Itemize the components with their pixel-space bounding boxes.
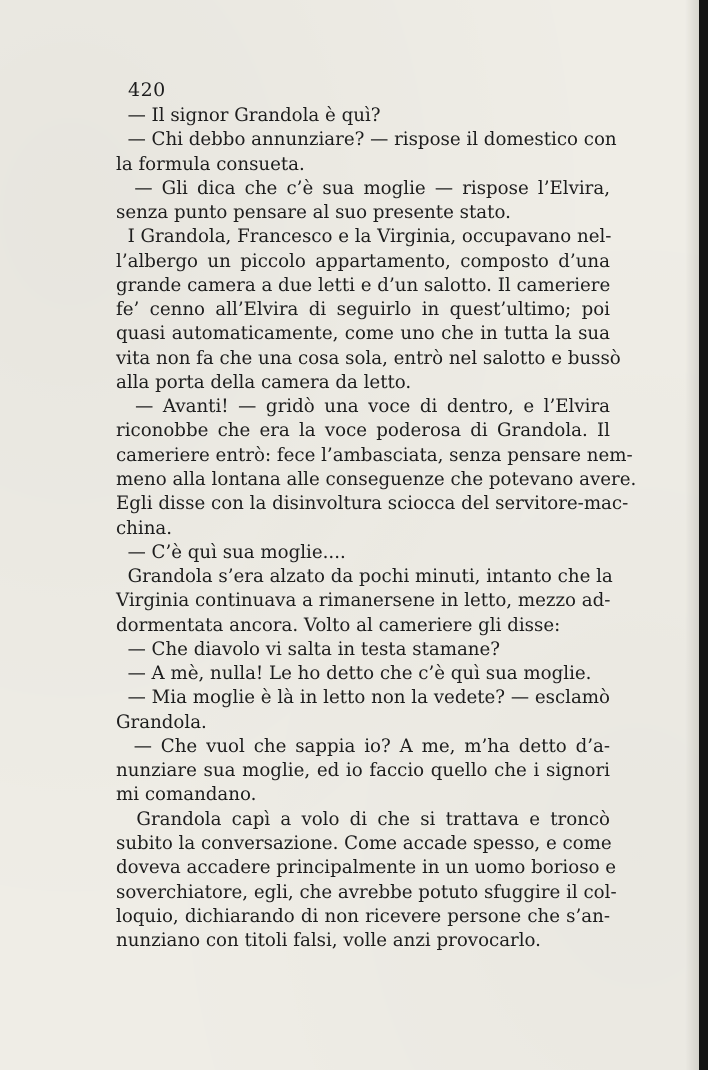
text-line: Grandola. [116, 711, 207, 733]
text-line: china. [116, 517, 173, 539]
body-text [116, 104, 637, 953]
text-line: mi comandano. [116, 784, 257, 806]
text-line: doveva accadere principalmente in un uomo borioso e [116, 857, 617, 879]
text-line: — A mè, nulla! Le ho detto che c’è quì sua moglie. [116, 663, 592, 685]
text-line: senza punto pensare al suo presente stato. [116, 202, 511, 224]
spine-shadow [685, 0, 699, 1070]
text-line: nunziano con titoli falsi, volle anzi provocarlo. [116, 930, 541, 952]
text-line: la formula consueta. [116, 153, 305, 175]
text-line: — Gli dica che c’è sua moglie — rispose l’Elvira, [116, 177, 610, 199]
page-number: 420 [128, 79, 166, 101]
text-line: Grandola capì a volo di che si trattava e troncò [116, 808, 610, 830]
text-line: — Che vuol che sappia io? A me, m’ha detto d’a- [116, 735, 610, 757]
text-line: nunziare sua moglie, ed io faccio quello che i signori [116, 760, 610, 782]
text-line: I Grandola, Francesco e la Virginia, occupavano nel- [116, 226, 612, 248]
text-line: — Mia moglie è là in letto non la vedete? — esclamò [116, 687, 610, 709]
text-line: dormentata ancora. Volto al cameriere gli disse: [116, 614, 561, 636]
text-line: l’albergo un piccolo appartamento, composto d’una [116, 250, 610, 272]
text-line: loquio, dichiarando di non ricevere persone che s’an- [116, 905, 610, 927]
text-line: cameriere entrò: fece l’ambasciata, senza pensare nem- [116, 444, 633, 466]
book-spine-edge [699, 0, 708, 1070]
text-line: soverchiatore, egli, che avrebbe potuto sfuggire il col- [116, 881, 617, 903]
text-line: Grandola s’era alzato da pochi minuti, intanto che la [116, 566, 613, 588]
text-line: Virginia continuava a rimanersene in letto, mezzo ad- [116, 590, 611, 612]
text-line: quasi automaticamente, come uno che in tutta la sua [116, 323, 610, 345]
text-line: vita non fa che una cosa sola, entrò nel salotto e bussò [116, 347, 621, 369]
text-line: fe’ cenno all’Elvira di seguirlo in quest’ultimo; poi [116, 299, 610, 321]
text-line: Egli disse con la disinvoltura sciocca del servitore-mac- [116, 493, 629, 515]
text-line: — Il signor Grandola è quì? [116, 105, 381, 126]
text-line: — Chi debbo annunziare? — rispose il domestico con [116, 129, 617, 151]
text-line: alla porta della camera da letto. [116, 371, 412, 393]
text-line: — Che diavolo vi salta in testa stamane? [116, 638, 501, 660]
text-line: meno alla lontana alle conseguenze che potevano avere. [116, 468, 637, 490]
text-line: subito la conversazione. Come accade spesso, e come [116, 832, 612, 854]
text-line: riconobbe che era la voce poderosa di Grandola. Il [116, 420, 610, 442]
text-line: — Avanti! — gridò una voce di dentro, e l’Elvira [116, 396, 610, 418]
text-line: grande camera a due letti e d’un salotto. Il cameriere [116, 274, 611, 296]
text-line: — C’è quì sua moglie.... [116, 541, 346, 563]
